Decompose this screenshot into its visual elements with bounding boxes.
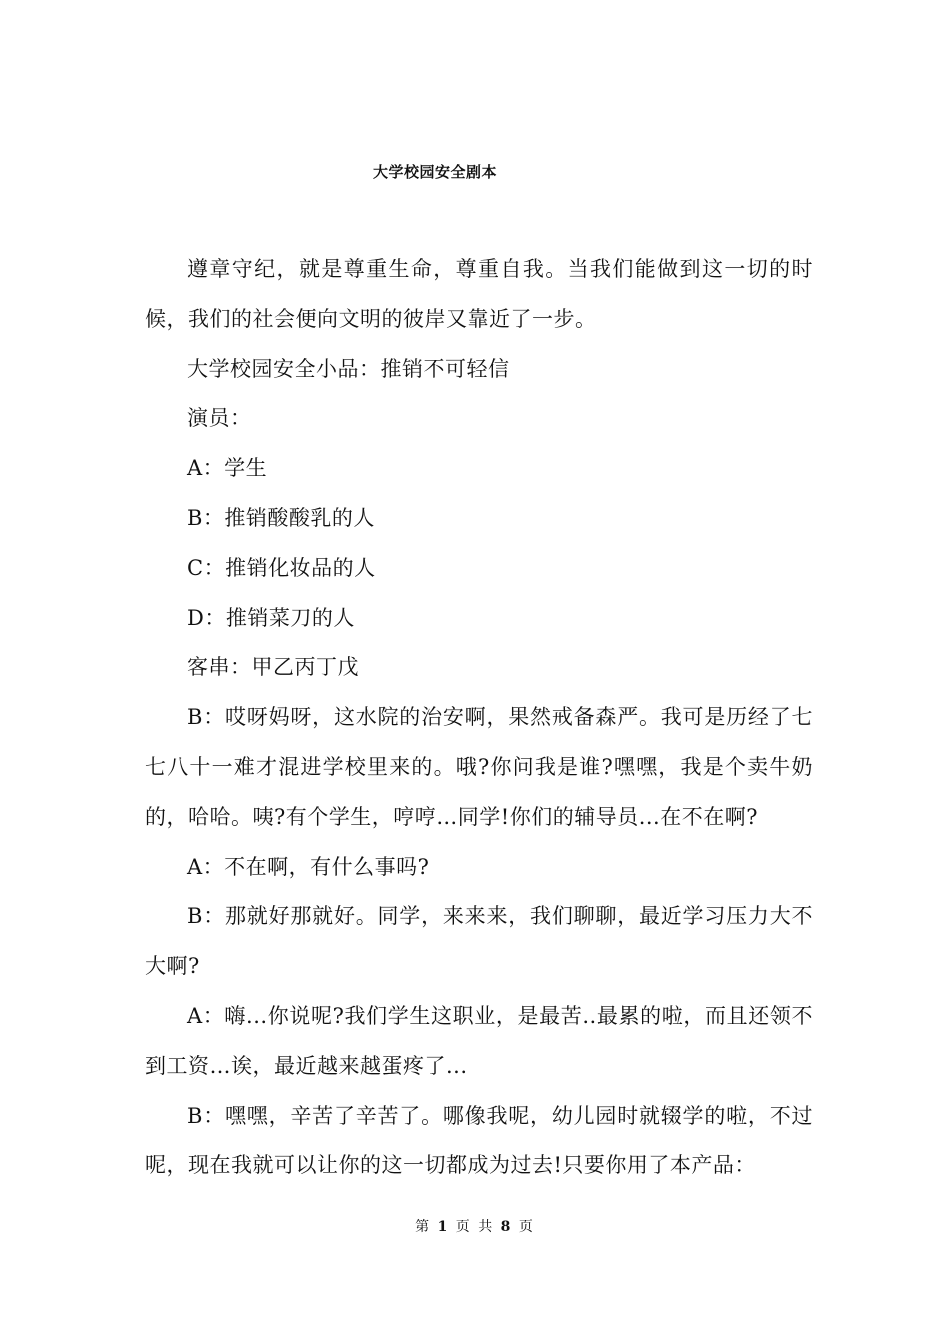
document-title: 大学校园安全剧本 bbox=[372, 163, 497, 181]
footer-prefix: 第 bbox=[415, 1219, 432, 1235]
footer-suffix: 页 bbox=[518, 1219, 535, 1235]
paragraph: A：学生 bbox=[187, 456, 268, 481]
total-pages-number: 8 bbox=[500, 1219, 513, 1235]
footer-middle: 页 共 bbox=[455, 1219, 495, 1235]
paragraph: B：推销酸酸乳的人 bbox=[187, 505, 375, 530]
paragraph: A：嗨...你说呢?我们学生这职业，是最苦..最累的啦，而且还领不到工资…诶，最近越来越蛋疼了... bbox=[145, 1003, 813, 1078]
paragraph: C：推销化妆品的人 bbox=[187, 555, 376, 580]
document-body bbox=[145, 245, 813, 1191]
paragraph: 客串：甲乙丙丁戊 bbox=[187, 655, 359, 680]
paragraph: 演员： bbox=[187, 406, 252, 431]
paragraph: B：那就好那就好。同学，来来来，我们聊聊，最近学习压力大不大啊? bbox=[145, 904, 813, 979]
paragraph: 遵章守纪，就是尊重生命，尊重自我。当我们能做到这一切的时候，我们的社会便向文明的彼岸又靠近了一步。 bbox=[145, 257, 813, 331]
paragraph: D：推销菜刀的人 bbox=[187, 605, 355, 630]
page-footer bbox=[0, 1216, 950, 1236]
paragraph: A：不在啊，有什么事吗? bbox=[187, 854, 430, 879]
current-page-number: 1 bbox=[437, 1219, 450, 1235]
paragraph: B：哎呀妈呀，这水院的治安啊，果然戒备森严。我可是历经了七七八十一难才混进学校里来的。哦?你问我是谁?嘿嘿，我是个卖牛奶的，哈哈。咦?有个学生，哼哼…同学!你们的辅导员...在不在啊? bbox=[145, 705, 813, 829]
paragraph: B：嘿嘿，辛苦了辛苦了。哪像我呢，幼儿园时就辍学的啦，不过呢，现在我就可以让你的这一切都成为过去!只要你用了本产品： bbox=[145, 1103, 813, 1178]
paragraph: 大学校园安全小品：推销不可轻信 bbox=[187, 356, 510, 381]
